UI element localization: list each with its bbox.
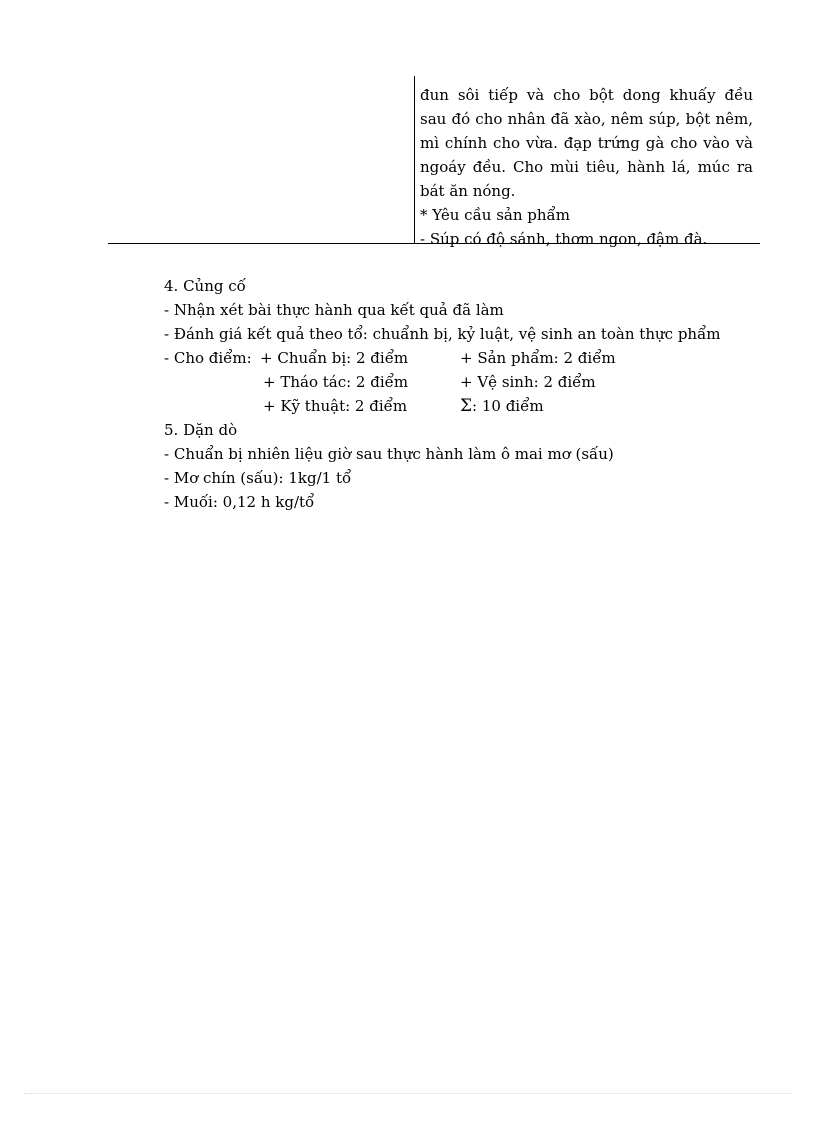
score-operation: + Tháo tác: 2 điểm xyxy=(263,373,409,391)
sigma-symbol: Σ xyxy=(460,396,473,416)
score-total xyxy=(460,394,544,418)
score-total-value: : 10 điểm xyxy=(472,397,544,415)
section-5-heading: 5. Dặn dò xyxy=(164,421,238,439)
cell-line: ngoáy đều. Cho mùi tiêu, hành lá, múc ra xyxy=(420,158,753,176)
table-cell-procedure xyxy=(420,83,753,251)
section-4-line-2: - Đánh giá kết quả theo tổ: chuẩnh bị, kỷ luật, vệ sinh an toàn thực phẩm xyxy=(164,325,721,343)
section-5-line-1: - Chuẩn bị nhiên liệu giờ sau thực hành làm ô mai mơ (sấu) xyxy=(164,445,614,463)
cell-line: - Súp có độ sánh, thơm ngon, đậm đà. xyxy=(420,230,708,248)
score-hygiene: + Vệ sinh: 2 điểm xyxy=(460,373,596,391)
cell-line: * Yêu cầu sản phẩm xyxy=(420,206,570,224)
cell-line: bát ăn nóng. xyxy=(420,182,516,200)
score-product: + Sản phẩm: 2 điểm xyxy=(460,349,616,367)
lesson-body xyxy=(164,274,721,514)
scoring-row-1 xyxy=(164,346,721,370)
lesson-table-fragment xyxy=(108,76,760,248)
cell-line: mì chính cho vừa. đạp trứng gà cho vào và xyxy=(420,134,753,152)
scoring-row-3 xyxy=(164,394,721,418)
table-column-divider xyxy=(414,76,415,244)
cell-line: sau đó cho nhân đã xào, nêm súp, bột nêm, xyxy=(420,110,753,128)
score-technique: + Kỹ thuật: 2 điểm xyxy=(263,397,408,415)
section-4-line-1: - Nhận xét bài thực hành qua kết quả đã làm xyxy=(164,301,504,319)
score-prep: + Chuẩn bị: 2 điểm xyxy=(260,349,409,367)
section-5-line-3: - Muối: 0,12 h kg/tổ xyxy=(164,493,315,511)
section-5-line-2: - Mơ chín (sấu): 1kg/1 tổ xyxy=(164,469,352,487)
page-footer-rule xyxy=(24,1093,792,1094)
scoring-row-2 xyxy=(164,370,721,394)
cell-line: đun sôi tiếp và cho bột dong khuấy đều xyxy=(420,86,753,104)
section-4-heading: 4. Củng cố xyxy=(164,277,246,295)
scoring-prefix: - Cho điểm: xyxy=(164,349,252,367)
